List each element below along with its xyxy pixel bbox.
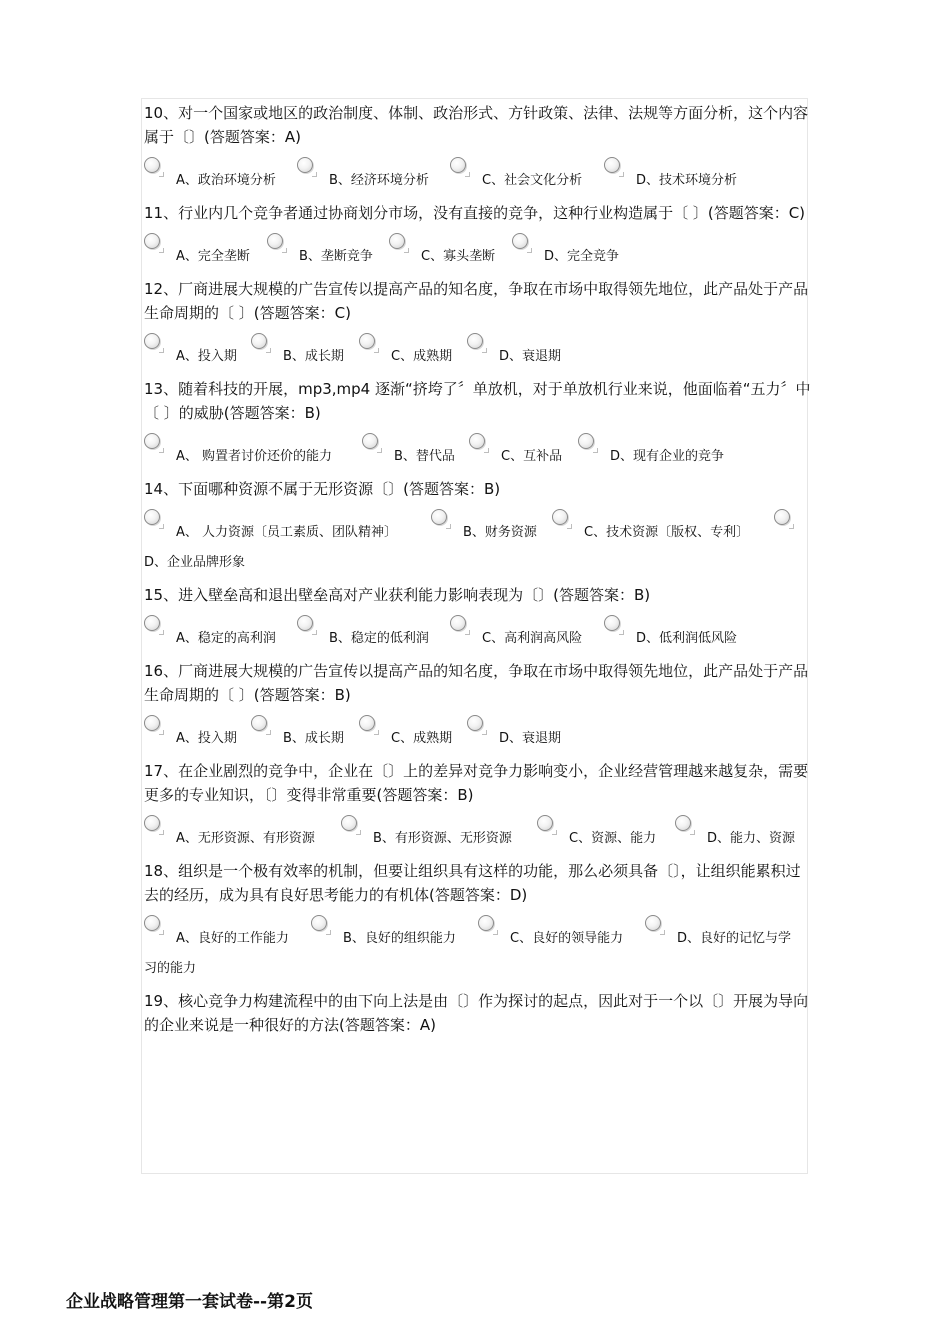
radio-button-icon[interactable] — [311, 915, 327, 931]
question-text: 14、下面哪种资源不属于无形资源〔〕(答题答案：B) — [144, 480, 501, 498]
radio-button-icon[interactable] — [341, 815, 357, 831]
radio-button-icon[interactable] — [552, 509, 568, 525]
radio-button-icon[interactable] — [467, 715, 483, 731]
radio-button-icon[interactable] — [467, 333, 483, 349]
option-row — [144, 433, 812, 467]
option-label: A、 购置者讨价还价的能力 — [176, 449, 333, 464]
option-label: B、成长期 — [283, 731, 344, 746]
option-label: D、技术环境分析 — [636, 173, 738, 188]
radio-button-icon[interactable] — [389, 233, 405, 249]
radio-button-icon[interactable] — [297, 157, 313, 173]
option-label: D、能力、资源 — [707, 831, 796, 846]
option-label: A、投入期 — [176, 731, 237, 746]
option-label: C、良好的领导能力 — [510, 931, 624, 946]
radio-button-icon[interactable] — [578, 433, 594, 449]
radio-button-icon[interactable] — [478, 915, 494, 931]
option-d-label: D、企业品牌形象 — [144, 555, 246, 570]
radio-button-icon[interactable] — [431, 509, 447, 525]
question-text: 15、进入壁垒高和退出壁垒高对产业获利能力影响表现为〔〕(答题答案：B) — [144, 586, 651, 604]
radio-button-icon[interactable] — [267, 233, 283, 249]
option-label: C、成熟期 — [391, 349, 453, 364]
option-label: B、良好的组织能力 — [343, 931, 456, 946]
option-label: C、技术资源〔版权、专利〕 — [584, 525, 750, 540]
question-text: 11、行业内几个竞争者通过协商划分市场，没有直接的竞争，这种行业构造属于〔 〕(答题答案：C) — [144, 204, 806, 222]
radio-button-icon[interactable] — [450, 615, 466, 631]
question-text: 19、核心竞争力构建流程中的由下向上法是由〔〕作为探讨的起点，因此对于一个以〔〕开展为导向的企业来说是一种很好的方法(答题答案：A) — [144, 992, 809, 1034]
radio-button-icon[interactable] — [144, 509, 160, 525]
option-label: A、政治环境分析 — [176, 173, 276, 188]
radio-button-icon[interactable] — [604, 615, 620, 631]
radio-button-icon[interactable] — [251, 715, 267, 731]
radio-button-icon[interactable] — [144, 815, 160, 831]
option-label: A、投入期 — [176, 349, 237, 364]
question-text: 13、随着科技的开展，mp3,mp4 逐渐“挤垮了〞单放机，对于单放机行业来说，他面临着“五力〞中〔 〕的威胁(答题答案：B) — [144, 380, 811, 422]
radio-button-icon[interactable] — [675, 815, 691, 831]
option-row — [144, 815, 812, 849]
question-text: 17、在企业剧烈的竞争中，企业在〔〕上的差异对竞争力影响变小，企业经营管理越来越复杂，需要更多的专业知识，〔〕变得非常重要(答题答案：B) — [144, 762, 809, 804]
option-label: A、完全垄断 — [176, 249, 250, 264]
option-row — [144, 233, 812, 267]
option-row — [144, 615, 812, 649]
option-label: D、低利润低风险 — [636, 631, 738, 646]
option-label: B、有形资源、无形资源 — [373, 831, 512, 846]
option-label: A、无形资源、有形资源 — [176, 831, 315, 846]
option-label: D、衰退期 — [499, 349, 562, 364]
option-label: B、稳定的低利润 — [329, 631, 429, 646]
radio-button-icon[interactable] — [359, 715, 375, 731]
option-row — [144, 333, 812, 367]
option-label: B、成长期 — [283, 349, 344, 364]
radio-button-icon[interactable] — [144, 233, 160, 249]
option-label: B、垄断竞争 — [299, 249, 373, 264]
radio-button-icon[interactable] — [251, 333, 267, 349]
radio-button-icon[interactable] — [144, 157, 160, 173]
option-d-label-continued: 习的能力 — [144, 961, 197, 976]
option-label: C、寡头垄断 — [421, 249, 496, 264]
option-label: B、经济环境分析 — [329, 173, 429, 188]
radio-button-icon[interactable] — [450, 157, 466, 173]
option-label: C、互补品 — [501, 449, 563, 464]
option-label: A、良好的工作能力 — [176, 931, 289, 946]
option-row — [144, 157, 812, 191]
option-label: D、完全竞争 — [544, 249, 620, 264]
option-row — [144, 715, 812, 749]
radio-button-icon[interactable] — [144, 433, 160, 449]
radio-button-icon[interactable] — [604, 157, 620, 173]
radio-button-icon[interactable] — [469, 433, 485, 449]
question-text: 12、厂商进展大规模的广告宣传以提高产品的知名度，争取在市场中取得领先地位，此产品处于产品生命周期的〔 〕(答题答案：C) — [144, 280, 809, 322]
radio-button-icon[interactable] — [774, 509, 790, 525]
option-label: A、稳定的高利润 — [176, 631, 276, 646]
option-label: C、社会文化分析 — [482, 173, 583, 188]
question-list — [144, 101, 812, 1037]
radio-button-icon[interactable] — [144, 915, 160, 931]
radio-button-icon[interactable] — [359, 333, 375, 349]
option-row — [144, 915, 812, 949]
option-label: D、现有企业的竞争 — [610, 449, 725, 464]
option-label: D、衰退期 — [499, 731, 562, 746]
option-label: D、良好的记忆与学 — [677, 931, 792, 946]
option-label: B、替代品 — [394, 449, 455, 464]
radio-button-icon[interactable] — [512, 233, 528, 249]
option-label: C、高利润高风险 — [482, 631, 583, 646]
option-label: A、 人力资源〔员工素质、团队精神〕 — [176, 525, 398, 540]
radio-button-icon[interactable] — [645, 915, 661, 931]
radio-button-icon[interactable] — [362, 433, 378, 449]
page-footer: 企业战略管理第一套试卷--第2页 — [66, 1292, 313, 1312]
question-text: 18、组织是一个极有效率的机制，但要让组织具有这样的功能，那么必须具备〔〕，让组织能累积过去的经历，成为具有良好思考能力的有机体(答题答案：D) — [144, 862, 801, 904]
radio-button-icon[interactable] — [144, 333, 160, 349]
radio-button-icon[interactable] — [144, 615, 160, 631]
question-text: 16、厂商进展大规模的广告宣传以提高产品的知名度，争取在市场中取得领先地位，此产品处于产品生命周期的〔 〕(答题答案：B) — [144, 662, 809, 704]
option-row — [144, 509, 812, 543]
radio-button-icon[interactable] — [144, 715, 160, 731]
option-label: B、财务资源 — [463, 525, 537, 540]
radio-button-icon[interactable] — [297, 615, 313, 631]
question-text: 10、对一个国家或地区的政治制度、体制、政治形式、方针政策、法律、法规等方面分析，这个内容属于〔〕(答题答案：A) — [144, 104, 809, 146]
radio-button-icon[interactable] — [537, 815, 553, 831]
option-label: C、资源、能力 — [569, 831, 657, 846]
option-label: C、成熟期 — [391, 731, 453, 746]
